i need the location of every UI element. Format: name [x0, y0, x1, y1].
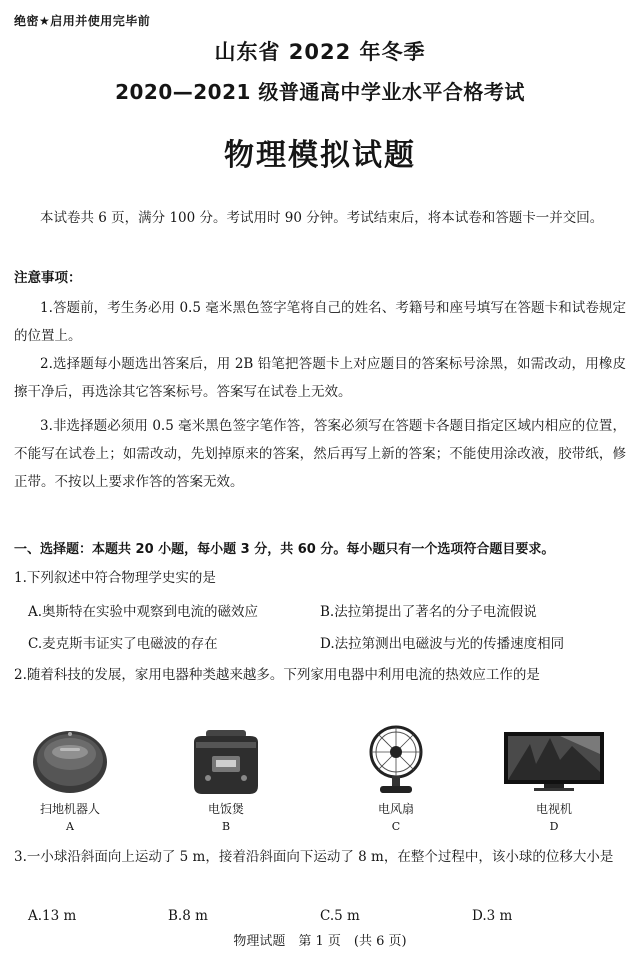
page-footer: 物理试题 第 1 页 (共 6 页): [233, 934, 407, 949]
q3-option-a: A.13 m: [28, 908, 77, 924]
notes-heading: 注意事项：: [14, 270, 82, 286]
note-item-3-text: 3.非选择题必须用 0.5 毫米黑色签字笔作答，答案必须写在答题卡各题目指定区域内相应的位置，不能写在试卷上；如需改动，先划掉原来的答案，然后再写上新的答案；不能使用涂改液，胶带纸，修正带。不按以上要求作答的答案无效。: [14, 418, 626, 490]
q2-image-b-letter: B: [221, 820, 231, 833]
section1-heading: 一、选择题：本题共 20 小题，每小题 3 分，共 60 分。每小题只有一个选项符合题目要求。: [14, 542, 555, 557]
exam-title-line1: 山东省 2022 年冬季: [214, 40, 426, 64]
q2-image-d-letter: D: [549, 820, 559, 833]
q2-image-b-label: 电饭煲: [207, 802, 244, 816]
note-item-1: [14, 294, 626, 350]
question-1-stem: 1.下列叙述中符合物理学史实的是: [14, 570, 216, 586]
q2-image-d-label: 电视机: [535, 802, 572, 816]
question-2-stem: 2.随着科技的发展，家用电器种类越来越多。下列家用电器中利用电流的热效应工作的是: [14, 667, 540, 683]
electric-fan-icon: [356, 724, 436, 796]
rice-cooker-icon: [186, 724, 266, 796]
q1-option-a: A.奥斯特在实验中观察到电流的磁效应: [28, 604, 259, 620]
robot-vacuum-icon: [30, 724, 110, 796]
q1-option-b: B.法拉第提出了著名的分子电流假说: [320, 604, 537, 620]
q2-image-d: [500, 724, 608, 834]
q2-image-a-label: 扫地机器人: [39, 802, 100, 816]
q3-option-c: C.5 m: [320, 908, 360, 924]
q2-image-c: [356, 724, 436, 834]
q3-option-b: B.8 m: [168, 908, 208, 924]
exam-subject-title: 物理模拟试题: [224, 138, 416, 173]
note-item-2: [14, 350, 626, 406]
q2-image-b: [186, 724, 266, 834]
exam-title-line2: 2020—2021 级普通高中学业水平合格考试: [115, 80, 525, 104]
q2-image-c-letter: C: [391, 820, 401, 833]
exam-intro-text: 本试卷共 6 页，满分 100 分。考试用时 90 分钟。考试结束后，将本试卷和答题卡一并交回。: [40, 210, 604, 226]
q1-option-c: C.麦克斯韦证实了电磁波的存在: [28, 636, 218, 652]
q3-option-d: D.3 m: [472, 908, 513, 924]
confidential-mark: 绝密★启用并使用完毕前: [14, 14, 151, 28]
exam-intro: [14, 204, 626, 232]
note-item-1-text: 1.答题前，考生务必用 0.5 毫米黑色签字笔将自己的姓名、考籍号和座号填写在答题卡和试卷规定的位置上。: [14, 300, 626, 344]
note-item-3: [14, 412, 626, 496]
note-item-2-text: 2.选择题每小题选出答案后，用 2B 铅笔把答题卡上对应题目的答案标号涂黑，如需改动，用橡皮擦干净后，再选涂其它答案标号。答案写在试卷上无效。: [14, 356, 626, 400]
q1-option-d: D.法拉第测出电磁波与光的传播速度相同: [320, 636, 565, 652]
television-icon: [500, 724, 608, 796]
q2-image-a: [30, 724, 110, 834]
q2-image-a-letter: A: [66, 820, 74, 833]
question-3-stem: 3.一小球沿斜面向上运动了 5 m，接着沿斜面向下运动了 8 m，在整个过程中，该小球的位移大小是: [14, 849, 614, 865]
q2-image-c-label: 电风扇: [377, 802, 414, 816]
